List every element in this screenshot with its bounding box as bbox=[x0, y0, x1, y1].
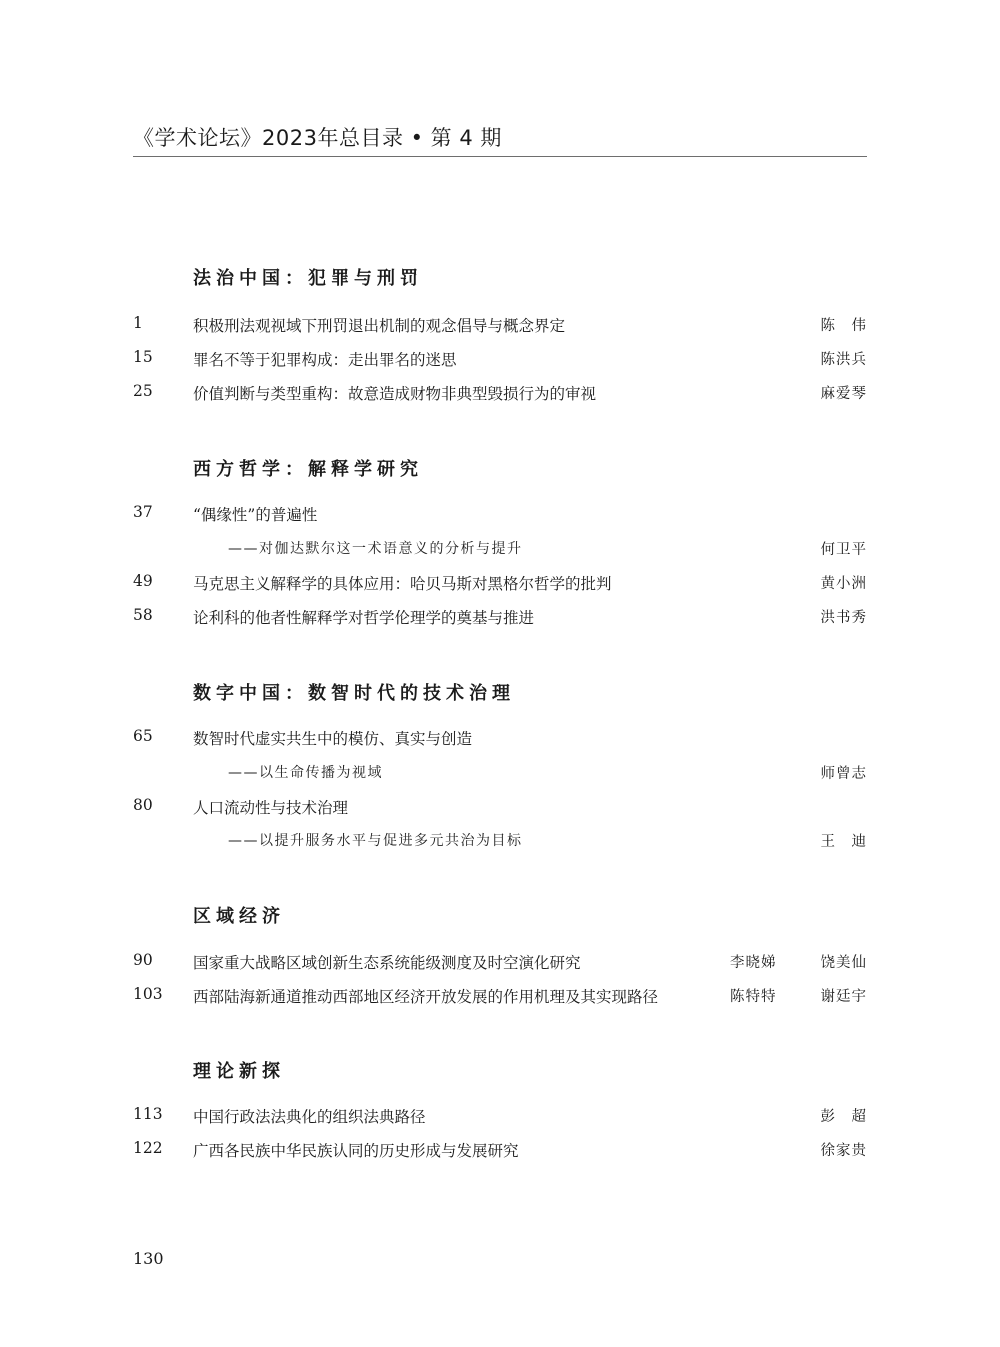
section-heading: 理论新探 bbox=[193, 1061, 285, 1082]
entry-title: 中国行政法法典化的组织法典路径 bbox=[193, 1108, 426, 1126]
toc-entry[interactable] bbox=[133, 796, 867, 820]
entry-author: 陈洪兵 bbox=[820, 352, 867, 368]
entry-page-number: 15 bbox=[133, 348, 153, 366]
entry-page-number: 58 bbox=[133, 606, 153, 624]
entry-author: 徐家贵 bbox=[820, 1143, 867, 1159]
toc-entry[interactable] bbox=[133, 382, 867, 406]
entry-page-number: 80 bbox=[133, 796, 153, 814]
entry-page-number: 122 bbox=[133, 1139, 163, 1157]
entry-page-number: 90 bbox=[133, 951, 153, 969]
entry-first-author: 李晓娣 bbox=[730, 955, 777, 971]
section-heading: 法治中国：犯罪与刑罚 bbox=[193, 268, 423, 289]
entry-author: 谢廷宇 bbox=[820, 989, 867, 1005]
entry-title: 罪名不等于犯罪构成：走出罪名的迷思 bbox=[193, 351, 457, 369]
entry-title: 西部陆海新通道推动西部地区经济开放发展的作用机理及其实现路径 bbox=[193, 988, 659, 1006]
toc-entry[interactable] bbox=[133, 951, 867, 975]
entry-title: 积极刑法观视域下刑罚退出机制的观念倡导与概念界定 bbox=[193, 317, 566, 335]
entry-author: 黄小洲 bbox=[820, 576, 867, 592]
entry-page-number: 49 bbox=[133, 572, 153, 590]
entry-author: 彭 超 bbox=[820, 1109, 867, 1125]
entry-author: 陈 伟 bbox=[820, 318, 867, 334]
toc-entry-subtitle-row bbox=[133, 830, 867, 854]
entry-first-author: 陈特特 bbox=[730, 989, 777, 1005]
toc-entry-subtitle-row bbox=[133, 538, 867, 562]
toc-entry-subtitle-row bbox=[133, 762, 867, 786]
entry-page-number: 1 bbox=[133, 314, 143, 332]
entry-author: 洪书秀 bbox=[820, 610, 867, 626]
toc-entry[interactable] bbox=[133, 348, 867, 372]
toc-entry[interactable] bbox=[133, 314, 867, 338]
entry-page-number: 37 bbox=[133, 503, 153, 521]
entry-title: 马克思主义解释学的具体应用：哈贝马斯对黑格尔哲学的批判 bbox=[193, 575, 612, 593]
page-number: 130 bbox=[133, 1249, 164, 1268]
entry-title: 价值判断与类型重构：故意造成财物非典型毁损行为的审视 bbox=[193, 385, 597, 403]
toc-entry[interactable] bbox=[133, 606, 867, 630]
entry-page-number: 103 bbox=[133, 985, 163, 1003]
section-heading: 西方哲学：解释学研究 bbox=[193, 459, 423, 480]
toc-entry[interactable] bbox=[133, 727, 867, 751]
entry-author: 麻爱琴 bbox=[820, 386, 867, 402]
entry-title: 论利科的他者性解释学对哲学伦理学的奠基与推进 bbox=[193, 609, 535, 627]
entry-title: 广西各民族中华民族认同的历史形成与发展研究 bbox=[193, 1142, 519, 1160]
entry-subtitle: ——对伽达默尔这一术语意义的分析与提升 bbox=[228, 541, 523, 557]
toc-entry[interactable] bbox=[133, 1105, 867, 1129]
entry-author: 何卫平 bbox=[820, 542, 867, 558]
entry-page-number: 25 bbox=[133, 382, 153, 400]
entry-title: “偶缘性”的普遍性 bbox=[193, 506, 318, 524]
toc-entry[interactable] bbox=[133, 572, 867, 596]
entry-subtitle: ——以提升服务水平与促进多元共治为目标 bbox=[228, 833, 523, 849]
entry-title: 数智时代虚实共生中的模仿、真实与创造 bbox=[193, 730, 473, 748]
toc-entry[interactable] bbox=[133, 503, 867, 527]
page-title: 《学术论坛》2023年总目录 • 第 4 期 bbox=[133, 126, 502, 150]
entry-title: 国家重大战略区域创新生态系统能级测度及时空演化研究 bbox=[193, 954, 581, 972]
entry-title: 人口流动性与技术治理 bbox=[193, 799, 349, 817]
toc-entry[interactable] bbox=[133, 985, 867, 1009]
section-heading: 区域经济 bbox=[193, 906, 285, 927]
entry-page-number: 113 bbox=[133, 1105, 163, 1123]
entry-author: 饶美仙 bbox=[820, 955, 867, 971]
toc-entry[interactable] bbox=[133, 1139, 867, 1163]
entry-subtitle: ——以生命传播为视域 bbox=[228, 765, 383, 781]
page-header bbox=[133, 122, 867, 157]
entry-author: 师曾志 bbox=[820, 766, 867, 782]
entry-page-number: 65 bbox=[133, 727, 153, 745]
entry-author: 王 迪 bbox=[820, 834, 867, 850]
section-heading: 数字中国：数智时代的技术治理 bbox=[193, 683, 515, 704]
